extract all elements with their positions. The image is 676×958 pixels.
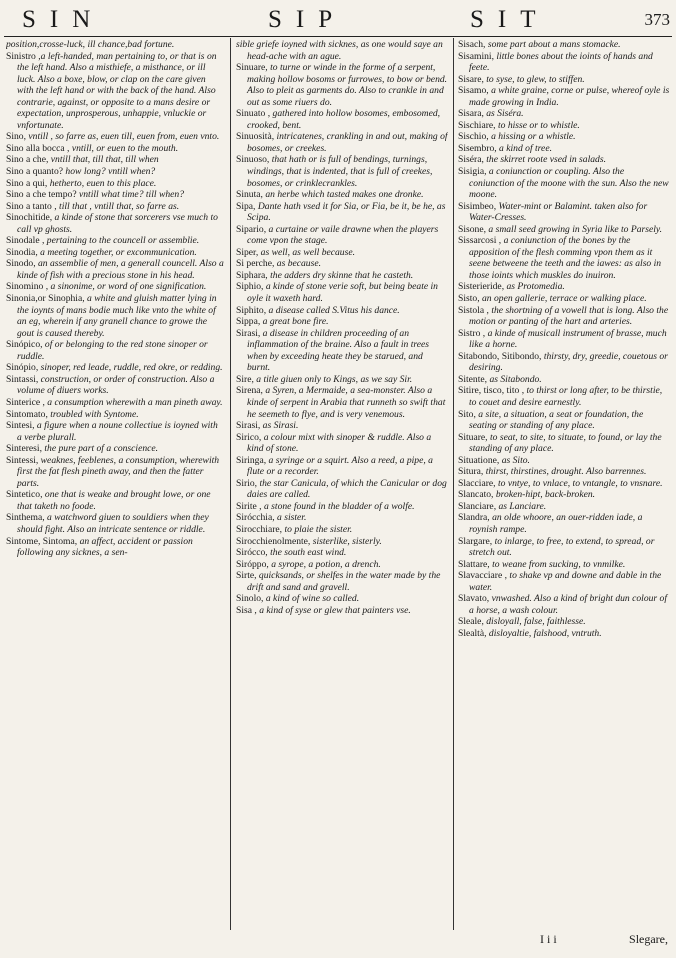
entry-headword: Sinthema,: [6, 512, 48, 524]
running-header: [0, 6, 676, 36]
dictionary-entry: [236, 512, 448, 524]
entry-headword: Slattare,: [458, 558, 493, 570]
entry-definition: the star Canicula, of which the Canicular or dog daies are called.: [247, 477, 447, 501]
dictionary-entry: [236, 131, 448, 154]
header-left-guideword: SIN: [22, 6, 105, 33]
entry-definition: a hissing or a whistle.: [491, 131, 576, 143]
entry-headword: Sinuare,: [236, 62, 271, 74]
dictionary-entry: [6, 189, 224, 201]
dictionary-entry: [458, 131, 670, 143]
dictionary-entry: [6, 374, 224, 397]
dictionary-entry: [236, 420, 448, 432]
entry-headword: Sirócchia,: [236, 512, 278, 524]
dictionary-entry: [236, 189, 448, 201]
entry-definition: a kinde of stone verie soft, but being beate in oyle it waxeth hard.: [247, 281, 438, 305]
entry-headword: Slealtà,: [458, 627, 489, 639]
dictionary-entry: [236, 455, 448, 478]
dictionary-entry: [236, 281, 448, 304]
entry-definition: sisterlike, sisterly.: [312, 535, 382, 547]
entry-definition: as Sirasi.: [262, 420, 299, 432]
entry-headword: Slanciare,: [458, 500, 499, 512]
dictionary-entry: [6, 166, 224, 178]
dictionary-entry: [458, 616, 670, 628]
entry-headword: Sisigia,: [458, 166, 489, 178]
dictionary-entry: [6, 420, 224, 443]
entry-headword: Sinópio,: [6, 362, 41, 374]
dictionary-entry: [458, 74, 670, 86]
entry-headword: Sinodo,: [6, 258, 38, 270]
dictionary-entry: [6, 512, 224, 535]
entry-definition: a coniunction or coupling. Also the coniunction of the moone with the sun. Also the new moone.: [469, 166, 669, 201]
entry-headword: Sirócco,: [236, 547, 271, 559]
entry-definition: to shake vp and downe and dable in the water.: [469, 570, 662, 593]
dictionary-entry: [6, 131, 224, 143]
entry-definition: as because.: [276, 258, 321, 270]
dictionary-entry: [6, 212, 224, 235]
entry-definition: an affect, accident or passion following any sicknes, a sen-: [17, 535, 193, 559]
entry-headword: Sintomato,: [6, 408, 51, 420]
entry-definition: to inlarge, to free, to extend, to spread, or stretch out.: [469, 535, 655, 559]
entry-headword: Sirte,: [236, 570, 259, 582]
entry-headword: Slavacciare ,: [458, 570, 510, 582]
entry-definition: as Sito.: [501, 454, 530, 466]
entry-headword: Sisterieride,: [458, 281, 507, 293]
entry-definition: to vntye, to vnlace, to vntangle, to vnsnare.: [497, 477, 663, 489]
dictionary-entry: [458, 374, 670, 386]
entry-headword: Sino a quanto?: [6, 166, 66, 178]
column-divider-right: [453, 38, 454, 930]
dictionary-entry: [458, 85, 670, 108]
dictionary-entry: [236, 570, 448, 593]
entry-headword: Sistro ,: [458, 327, 488, 339]
entry-headword: Sirite ,: [236, 500, 264, 512]
entry-headword: Sinochitide,: [6, 212, 55, 224]
dictionary-entry: [6, 409, 224, 421]
entry-definition: vntill what time? till when?: [79, 189, 184, 201]
dictionary-entry: [236, 559, 448, 571]
dictionary-entry: [6, 51, 224, 132]
dictionary-entry: [458, 143, 670, 155]
dictionary-entry: [6, 536, 224, 559]
entry-headword: Sippa,: [236, 316, 263, 328]
entry-headword: Sischiare,: [458, 119, 498, 131]
entry-headword: Slandra,: [458, 512, 493, 524]
entry-definition: one that is weake and brought lowe, or one that taketh no foode.: [17, 489, 211, 512]
entry-headword: Siphio,: [236, 281, 266, 293]
entry-headword: Situatione,: [458, 454, 502, 466]
entry-headword: Sipa,: [236, 200, 258, 212]
dictionary-entry: [6, 443, 224, 455]
entry-definition: a syrope, a potion, a drench.: [271, 558, 381, 570]
entry-headword: Sisare,: [458, 73, 487, 85]
entry-headword: Slavato,: [458, 593, 492, 605]
entry-headword: Sirena,: [236, 385, 266, 397]
dictionary-entry: [236, 478, 448, 501]
dictionary-entry: [236, 224, 448, 247]
entry-headword: Sissarcosi ,: [458, 235, 504, 247]
column-left: [6, 39, 224, 929]
entry-headword: Sinuosità,: [236, 131, 277, 143]
dictionary-entry: [458, 281, 670, 293]
dictionary-entry: [236, 374, 448, 386]
dictionary-entry: [6, 235, 224, 247]
entry-headword: Sino alla bocca ,: [6, 142, 72, 154]
entry-definition: to syse, to glew, to stiffen.: [486, 73, 585, 85]
entry-definition: a sinonime, or word of one signification.: [50, 281, 207, 293]
entry-definition: a watchword giuen to souldiers when they should fight. Also an intricate sentence or riddle.: [17, 512, 209, 535]
dictionary-entry: [236, 524, 448, 536]
entry-definition: sinoper, red leade, ruddle, red okre, or redding.: [40, 362, 223, 374]
entry-definition: a kinde of stone that sorcerers vse much to call vp ghosts.: [17, 212, 218, 235]
entry-definition: a coniunction of the bones by the apposition of the flesh comming vpon them as it seene betweene the teeth and the iawes: as also in those ioints which muskles do inuiron.: [469, 235, 662, 281]
entry-headword: Situra,: [458, 466, 486, 478]
entry-headword: Siringa,: [236, 454, 269, 466]
entry-definition: disloyaltie, falshood, vntruth.: [488, 627, 602, 639]
dictionary-entry: [6, 39, 224, 51]
dictionary-entry: [236, 547, 448, 559]
dictionary-entry: [6, 455, 224, 490]
entry-definition: a meeting together, or excommunication.: [40, 246, 197, 258]
dictionary-entry: [458, 166, 670, 201]
dictionary-entry: [458, 120, 670, 132]
entry-definition: a white graine, corne or pulse, whereof oyle is made growing in India.: [469, 85, 670, 108]
entry-definition: to weane from sucking, to vnmilke.: [492, 558, 626, 570]
entry-definition: a small seed growing in Syria like to Parsely.: [488, 223, 663, 235]
entry-headword: Sisamini,: [458, 50, 497, 62]
dictionary-entry: [458, 501, 670, 513]
entry-headword: Sinodale ,: [6, 235, 47, 247]
entry-definition: intricatenes, crankling in and out, making of bosomes, or creekes.: [247, 131, 448, 154]
entry-headword: Sitire, tisco, tito ,: [458, 385, 527, 397]
entry-headword: Sinodia,: [6, 246, 41, 258]
entry-definition: Water-mint or Balamint. taken also for Water-Cresses.: [469, 200, 648, 224]
dictionary-entry: [458, 154, 670, 166]
entry-headword: Siper,: [236, 246, 261, 258]
entry-definition: some part about a mans stomacke.: [487, 39, 621, 50]
entry-headword: Sino a tanto ,: [6, 200, 60, 212]
dictionary-entry: [236, 305, 448, 317]
dictionary-entry: [458, 108, 670, 120]
entry-headword: Sinomino ,: [6, 281, 51, 293]
entry-headword: Sinteresi,: [6, 443, 45, 455]
entry-definition: quicksands, or shelfes in the water made by the drift and sand and gravell.: [247, 570, 441, 593]
dictionary-entry: [236, 316, 448, 328]
dictionary-entry: [458, 559, 670, 571]
entry-headword: Sintassi,: [6, 373, 41, 385]
entry-headword: Slargare,: [458, 535, 495, 547]
page-number: 373: [644, 10, 670, 29]
entry-definition: a kind of tree.: [499, 142, 552, 154]
entry-definition: weaknes, feeblenes, a consumption, wherewith first the fat flesh pineth away, and then the fatter parts.: [17, 454, 220, 489]
entry-headword: Sito,: [458, 408, 479, 420]
entry-definition: how long? vntill when?: [65, 166, 156, 178]
entry-definition: a kind of syse or glew that painters vse.: [259, 604, 411, 616]
entry-definition: vnwashed. Also a kind of bright dun colour of a horse, a wash colour.: [469, 593, 668, 616]
entry-definition: a title giuen only to Kings, as we say Sir.: [256, 373, 413, 385]
entry-definition: pertaining to the councell or assemblie.: [46, 235, 200, 247]
entry-headword: Sischio,: [458, 131, 492, 143]
entry-definition: thirst, thirstines, drought. Also barrennes.: [485, 466, 647, 478]
entry-headword: Sinuoso,: [236, 154, 272, 166]
entry-headword: Sinópico,: [6, 339, 45, 351]
dictionary-entry: [458, 201, 670, 224]
entry-definition: vntill that, till that, till when: [50, 154, 159, 166]
entry-definition: a stone found in the bladder of a wolfe.: [263, 500, 415, 512]
dictionary-entry: [458, 570, 670, 593]
entry-headword: Sino,: [6, 131, 29, 143]
entry-definition: a consumption wherewith a man pineth away.: [47, 396, 223, 408]
dictionary-entry: [458, 628, 670, 640]
dictionary-entry: [236, 201, 448, 224]
dictionary-entry: [236, 108, 448, 131]
entry-definition: troubled with Syntome.: [50, 408, 139, 420]
dictionary-entry: [236, 154, 448, 189]
entry-definition: an assemblie of men, a generall councell. Also a kinde of fish with a precious stone in his head.: [17, 258, 224, 281]
entry-headword: Sisa ,: [236, 604, 260, 616]
dictionary-entry: [6, 178, 224, 190]
entry-definition: as Protomedia.: [506, 281, 565, 293]
entry-headword: Sisto,: [458, 293, 482, 305]
entry-definition: as Lanciare.: [498, 500, 547, 512]
entry-definition: a white and gluish matter lying in the ioynts of mans bodie much like vnto the white of an eg, wherein if any granell chance to growe the gout is caused thereby.: [17, 293, 217, 339]
dictionary-entry: [236, 536, 448, 548]
dictionary-entry: [458, 489, 670, 501]
dictionary-entry: [458, 409, 670, 432]
entry-definition: a great bone fire.: [262, 316, 329, 328]
page-footer: [0, 930, 676, 956]
dictionary-entry: [236, 270, 448, 282]
dictionary-entry: [236, 501, 448, 513]
dictionary-entry: [6, 293, 224, 339]
entry-headword: Slancato,: [458, 489, 496, 501]
entry-headword: Situare,: [458, 431, 490, 443]
dictionary-entry: [458, 385, 670, 408]
catchword: Slegare,: [629, 932, 668, 946]
dictionary-entry: [458, 478, 670, 490]
entry-definition: position,crosse-luck, ill chance,bad fortune.: [6, 39, 175, 50]
entry-headword: Sleale,: [458, 616, 487, 628]
entry-headword: Si perche,: [236, 258, 277, 270]
entry-definition: disloyall, false, faithlesse.: [486, 616, 586, 628]
entry-headword: Siséra,: [458, 154, 487, 166]
entry-definition: a Syren, a Mermaide, a sea-monster. Also a kinde of serpent in Arabia that runneth so swift that he seemeth to flye, and is very venemous.: [247, 385, 446, 420]
column-right: [458, 39, 670, 929]
dictionary-entry: [6, 339, 224, 362]
dictionary-entry: [458, 39, 670, 51]
entry-definition: a kind of wine so called.: [265, 593, 360, 605]
entry-definition: till that , vntill that, so farre as.: [59, 200, 180, 212]
dictionary-entry: [6, 362, 224, 374]
entry-headword: Sinuato ,: [236, 108, 273, 120]
entry-definition: little bones about the ioints of hands and feete.: [469, 50, 653, 74]
dictionary-entry: [458, 305, 670, 328]
dictionary-entry: [6, 201, 224, 213]
dictionary-entry: [236, 62, 448, 108]
entry-headword: Siphito,: [236, 304, 269, 316]
entry-headword: Sitente,: [458, 373, 490, 385]
entry-headword: Sintessi,: [6, 454, 41, 466]
dictionary-entry: [458, 536, 670, 559]
entry-headword: Sino a che,: [6, 154, 51, 166]
dictionary-entry: [458, 593, 670, 616]
entry-definition: hetherto, euen to this place.: [49, 177, 157, 189]
dictionary-entry: [236, 385, 448, 420]
entry-headword: Sirasi,: [236, 420, 263, 432]
entry-definition: of or belonging to the red stone sinoper or ruddle.: [17, 339, 208, 362]
dictionary-entry: [6, 247, 224, 259]
entry-definition: a syringe or a squirt. Also a reed, a pipe, a flute or a recorder.: [247, 454, 433, 478]
entry-definition: a sister.: [277, 512, 307, 524]
entry-definition: the skirret roote vsed in salads.: [486, 154, 606, 166]
entry-headword: Sisembro,: [458, 142, 500, 154]
entry-definition: a disease called S.Vitus his dance.: [268, 304, 400, 316]
entry-headword: Sistola ,: [458, 304, 492, 316]
entry-definition: the shortning of a vowell that is long. Also the motion or panting of the hart and arteries.: [469, 304, 669, 328]
dictionary-entry: [6, 489, 224, 512]
entry-definition: an herbe which tasted makes one dronke.: [265, 189, 424, 201]
entry-definition: sible griefe ioyned with sicknes, as one would saye an head-ache with an ague.: [236, 39, 443, 62]
dictionary-entry: [236, 605, 448, 617]
dictionary-entry: [236, 258, 448, 270]
entry-definition: as Siséra.: [486, 108, 524, 120]
entry-headword: Sirocchiare,: [236, 523, 285, 535]
dictionary-entry: [458, 51, 670, 74]
entry-definition: a colour mixt with sinoper & ruddle. Also a kind of stone.: [247, 431, 432, 455]
entry-definition: an olde whoore, an ouer-ridden iade, a roynish rampe.: [469, 512, 643, 535]
entry-headword: Sisara,: [458, 108, 487, 120]
entry-headword: Sino a qui,: [6, 177, 50, 189]
dictionary-entry: [236, 247, 448, 259]
entry-headword: Sisamo,: [458, 85, 492, 97]
entry-definition: that hath or is full of bendings, turnings, windings, that is indented, that is full of creekes, bosomes, or crinklecrankles.: [247, 154, 433, 189]
entry-definition: vntill, or euen to the mouth.: [71, 142, 179, 154]
column-middle: [236, 39, 448, 929]
dictionary-entry: [458, 328, 670, 351]
dictionary-entry: [6, 154, 224, 166]
entry-definition: a left-handed, man pertaining to, or that is on the left hand. Also a misthiefe, a misthance, or ill luck. Also a boxe, blow, or clap on the care given with the left hand or with the back of the hand. Also contrarie, against, or opposite to a mans desire or expectation, unprosperous, unhappie, vnluckie or vnfortunate.: [17, 50, 217, 131]
entry-headword: Sisimbeo,: [458, 200, 499, 212]
entry-definition: the adders dry skinne that he casteth.: [270, 269, 414, 281]
entry-definition: a disease in children proceeding of an inflammation of the braine. Also a fault in trees when by exceeding heate they be starued, and burnt.: [247, 327, 430, 374]
entry-definition: to thirst or long after, to be thirstie, to couet and desire earnestly.: [469, 385, 663, 408]
entry-headword: Sirico,: [236, 431, 264, 443]
entry-definition: Dante hath vsed it for Sia, or Fia, be it, be he, as Scipa.: [247, 200, 446, 224]
entry-headword: Sino a che tempo?: [6, 189, 79, 201]
entry-headword: Sisone,: [458, 223, 489, 235]
dictionary-entry: [458, 224, 670, 236]
dictionary-entry: [6, 397, 224, 409]
entry-definition: as well, as well because.: [260, 246, 355, 258]
entry-headword: Sinistro ,: [6, 50, 41, 62]
entry-headword: Sirasi,: [236, 327, 263, 339]
header-rule: [4, 36, 672, 37]
entry-headword: Sirio,: [236, 477, 260, 489]
entry-definition: vntill , so farre as, euen till, euen from, euen vnto.: [28, 131, 220, 143]
entry-definition: a figure when a noune collectiue is ioyned with a verbe plurall.: [17, 420, 218, 443]
dictionary-entry: [458, 455, 670, 467]
entry-headword: Sinterice ,: [6, 396, 48, 408]
entry-definition: the south east wind.: [270, 547, 347, 559]
dictionary-entry: [458, 512, 670, 535]
entry-definition: to seat, to site, to situate, to found, or lay the standing of any place.: [469, 431, 662, 455]
entry-headword: Sinolo,: [236, 593, 266, 605]
column-divider-left: [230, 38, 231, 930]
entry-headword: Sisach,: [458, 39, 488, 50]
entry-headword: Sinuta,: [236, 189, 266, 201]
dictionary-entry: [458, 432, 670, 455]
dictionary-entry: [458, 466, 670, 478]
dictionary-entry: [236, 432, 448, 455]
entry-headword: Sintome, Sintoma,: [6, 535, 80, 547]
entry-headword: Sitabondo, Sitibondo,: [458, 350, 544, 362]
dictionary-entry: [6, 281, 224, 293]
dictionary-entry: [458, 293, 670, 305]
entry-definition: gathered into hollow bosomes, embosomed, crooked, bent.: [247, 108, 441, 131]
entry-definition: an open gallerie, terrace or walking place.: [482, 293, 647, 305]
dictionary-entry: [458, 351, 670, 374]
entry-headword: Sire,: [236, 373, 257, 385]
signature-mark: I i i: [540, 932, 557, 946]
entry-headword: Siphara,: [236, 269, 271, 281]
entry-definition: as Sitabondo.: [489, 373, 542, 385]
entry-definition: a curtaine or vaile drawne when the players come vpon the stage.: [247, 223, 439, 247]
dictionary-entry: [458, 235, 670, 281]
entry-definition: to plaie the sister.: [284, 523, 353, 535]
entry-definition: to hisse or to whistle.: [497, 119, 580, 131]
entry-definition: thirsty, dry, greedie, couetous or desiring.: [469, 350, 668, 374]
entry-headword: Sipario,: [236, 223, 269, 235]
entry-definition: a site, a situation, a seat or foundation, the seating or standing of any place.: [469, 408, 644, 432]
entry-headword: Sinonia,or Sinophia,: [6, 293, 88, 305]
dictionary-entry: [236, 39, 448, 62]
dictionary-entry: [236, 328, 448, 374]
dictionary-entry: [6, 143, 224, 155]
entry-definition: a kinde of musicall instrument of brasse, much like a horne.: [469, 327, 667, 351]
entry-definition: broken-hipt, back-broken.: [495, 489, 596, 501]
entry-definition: construction, or order of construction. Also a volume of diuers works.: [17, 373, 215, 397]
entry-headword: Siróppo,: [236, 558, 272, 570]
entry-headword: Sirocchienolmente,: [236, 535, 313, 547]
dictionary-entry: [6, 258, 224, 281]
entry-headword: Sintetico,: [6, 489, 45, 501]
entry-definition: the pure part of a conscience.: [44, 443, 159, 455]
header-right-guideword: SIT: [470, 6, 550, 33]
header-center-guideword: SIP: [268, 6, 347, 33]
entry-headword: Sintesi,: [6, 420, 37, 432]
dictionary-entry: [236, 593, 448, 605]
entry-headword: Slacciare,: [458, 477, 498, 489]
entry-definition: to turne or winde in the forme of a serpent, making hollow bosoms or furrowes, to bow or bend. Also to pleit as garments do. Also to crankle in and out as some riuers do.: [247, 62, 448, 108]
